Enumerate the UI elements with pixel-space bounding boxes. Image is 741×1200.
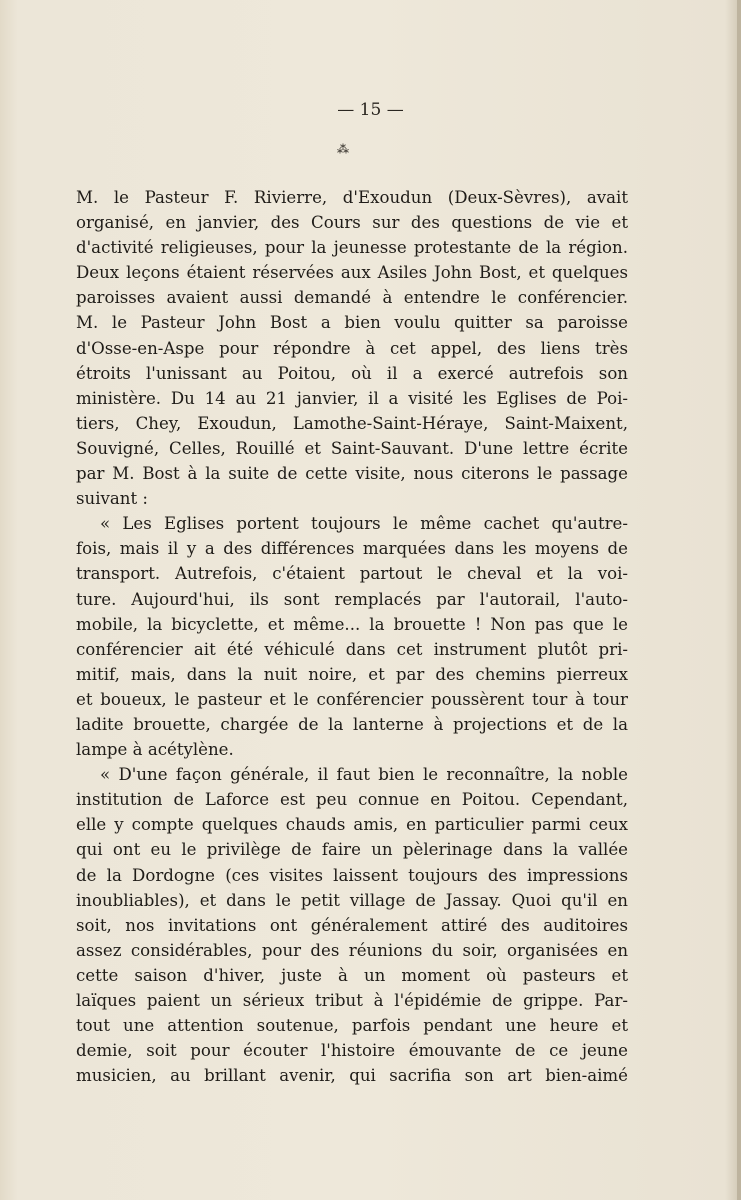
text-line: elle y compte quelques chauds amis, en particulier parmi ceux <box>76 815 628 835</box>
text-line: d'Osse-en-Aspe pour répondre à cet appel, des liens très <box>76 338 628 358</box>
text-line: tout une attention soutenue, parfois pendant une heure et <box>76 1016 628 1036</box>
paragraph-1 <box>76 185 628 511</box>
text-line: inoubliables), et dans le petit village de Jassay. Quoi qu'il en <box>76 890 628 910</box>
text-line: cette saison d'hiver, juste à un moment où pasteurs et <box>76 965 628 985</box>
text-line: d'activité religieuses, pour la jeunesse protestante de la région. <box>76 238 628 258</box>
text-line: par M. Bost à la suite de cette visite, nous citerons le passage <box>76 464 628 484</box>
text-line: institution de Laforce est peu connue en Poitou. Cependant, <box>76 790 628 810</box>
text-line: M. le Pasteur John Bost a bien voulu quitter sa paroisse <box>76 313 628 333</box>
text-line: étroits l'unissant au Poitou, où il a exercé autrefois son <box>76 363 628 383</box>
text-line: Deux leçons étaient réservées aux Asiles John Bost, et quelques <box>76 263 628 283</box>
paragraph-2 <box>76 511 628 762</box>
text-line: ministère. Du 14 au 21 janvier, il a visité les Eglises de Poi- <box>76 388 628 408</box>
text-line: mitif, mais, dans la nuit noire, et par des chemins pierreux <box>76 664 628 684</box>
text-line: soit, nos invitations ont généralement attiré des auditoires <box>76 915 628 935</box>
text-line: suivant : <box>76 489 148 509</box>
text-line: organisé, en janvier, des Cours sur des questions de vie et <box>76 213 628 233</box>
text-line: tiers, Chey, Exoudun, Lamothe-Saint-Héraye, Saint-Maixent, <box>76 413 628 433</box>
text-line: musicien, au brillant avenir, qui sacrifia son art bien-aimé <box>76 1066 628 1086</box>
section-asterism: ⁂ <box>337 142 349 156</box>
text-line: transport. Autrefois, c'étaient partout le cheval et la voi- <box>76 564 628 584</box>
text-line: assez considérables, pour des réunions du soir, organisées en <box>76 940 628 960</box>
text-line: conférencier ait été véhiculé dans cet instrument plutôt pri- <box>76 639 628 659</box>
text-line: lampe à acétylène. <box>76 740 234 760</box>
page-edge <box>737 0 741 1200</box>
page-number: — 15 — <box>337 100 404 120</box>
text-line: « D'une façon générale, il faut bien le reconnaître, la noble <box>100 765 628 785</box>
text-line: ture. Aujourd'hui, ils sont remplacés par l'autorail, l'auto- <box>76 589 628 609</box>
text-line: mobile, la bicyclette, et même... la brouette ! Non pas que le <box>76 614 628 634</box>
text-line: demie, soit pour écouter l'histoire émouvante de ce jeune <box>76 1041 628 1061</box>
text-line: et boueux, le pasteur et le conférencier poussèrent tour à tour <box>76 689 628 709</box>
text-line: M. le Pasteur F. Rivierre, d'Exoudun (Deux-Sèvres), avait <box>76 188 628 207</box>
text-line: de la Dordogne (ces visites laissent toujours des impressions <box>76 865 628 885</box>
body-text <box>76 185 628 1088</box>
text-line: Souvigné, Celles, Rouillé et Saint-Sauvant. D'une lettre écrite <box>76 438 628 458</box>
text-line: paroisses avaient aussi demandé à entendre le conférencier. <box>76 288 628 308</box>
text-line: fois, mais il y a des différences marquées dans les moyens de <box>76 539 628 559</box>
text-line: laïques paient un sérieux tribut à l'épidémie de grippe. Par- <box>76 991 628 1010</box>
text-line: qui ont eu le privilège de faire un pèlerinage dans la vallée <box>76 840 628 860</box>
text-line: « Les Eglises portent toujours le même cachet qu'autre- <box>100 514 628 534</box>
paragraph-3 <box>76 762 628 1088</box>
text-line: ladite brouette, chargée de la lanterne à projections et de la <box>76 714 628 734</box>
